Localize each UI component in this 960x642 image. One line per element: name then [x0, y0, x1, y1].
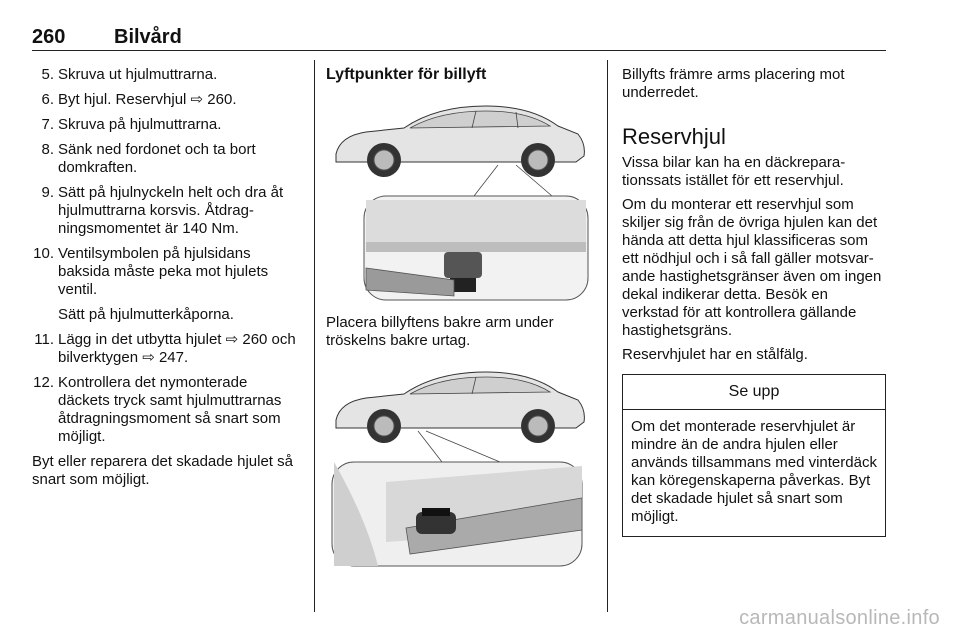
step-number: 8.: [41, 141, 54, 158]
list-item: [32, 331, 302, 367]
step-number: 12.: [33, 374, 54, 391]
column-3: [622, 66, 888, 537]
list-item: [32, 184, 302, 238]
caution-body: Om det monterade reservhjulet är mindre än de andra hjulen eller används tillsammans med vinterdäck kan köregenskaperna påverkas. Byt det skadade hjulet så snart som möjligt.: [631, 418, 877, 525]
column-1: [32, 66, 302, 495]
step-number: 6.: [41, 91, 54, 108]
front-lift-caption: Billyfts främre arms placering mot underredet.: [622, 66, 845, 101]
step-number: 7.: [41, 116, 54, 133]
list-item: [32, 374, 302, 446]
step-text: Sänk ned fordonet och ta bort domkraften.: [58, 141, 256, 176]
step-subtext: Sätt på hjulmutterkåporna.: [58, 306, 234, 323]
spare-wheel-paragraph-3: Reservhjulet har en stålfälg.: [622, 346, 808, 363]
caution-box: [622, 374, 886, 537]
header-rule: [32, 50, 886, 51]
list-item: [32, 66, 302, 84]
column-2: [326, 66, 594, 580]
step-text: Skruva ut hjulmuttrarna.: [58, 66, 218, 83]
list-item: [32, 245, 302, 324]
car-lift-rear-svg: [326, 92, 590, 302]
step-text: Skruva på hjulmuttrarna.: [58, 116, 222, 133]
spare-wheel-paragraph-1: Vissa bilar kan ha en däckreparationssats istället för ett reservhjul.: [622, 154, 846, 189]
step-text[interactable]: Lägg in det utbytta hjulet ⇨ 260 och bilverktygen ⇨ 247.: [58, 331, 296, 366]
lift-points-heading: Lyftpunkter för billyft: [326, 66, 487, 83]
spare-wheel-heading: Reservhjul: [622, 124, 726, 149]
list-item: [32, 116, 302, 134]
closing-paragraph: Byt eller reparera det skadade hjulet så snart som möjligt.: [32, 453, 293, 488]
caution-title: Se upp: [623, 375, 885, 410]
step-text: Sätt på hjulnyckeln helt och dra åt hjulmuttrarna korsvis. Åtdragningsmomentet är 140 Nm.: [58, 184, 284, 237]
step-number: 5.: [41, 66, 54, 83]
rear-lift-caption: Placera billyftens bakre arm under tröskelns bakre urtag.: [326, 314, 554, 349]
rear-lift-point-illustration: [326, 92, 590, 302]
step-number: 11.: [34, 331, 54, 348]
step-text[interactable]: Byt hjul. Reservhjul ⇨ 260.: [58, 91, 237, 108]
list-item: [32, 91, 302, 109]
car-lift-front-svg: [326, 358, 590, 568]
step-text: Kontrollera det nymonterade däckets tryck samt hjulmuttrarnas åtdragningsmoment så snart som möjligt.: [58, 374, 282, 445]
page-number: 260: [32, 26, 66, 48]
column-divider-1: [314, 60, 315, 612]
step-number: 10.: [33, 245, 54, 262]
page-header: [32, 26, 886, 56]
column-divider-2: [607, 60, 608, 612]
step-text: Ventilsymbolen på hjulsidans baksida måste peka mot hjulets ventil.: [58, 245, 269, 298]
front-lift-point-illustration: [326, 358, 590, 568]
section-title: Bilvård: [114, 26, 182, 48]
list-item: [32, 141, 302, 177]
spare-wheel-paragraph-2: Om du monterar ett reservhjul som skiljer sig från de övriga hjulen kan det hända att detta hjul klassificeras som ett nödhjul och i så fall gäller motsvarande hastighetsgränser även om ingen dekal indikerar detta. Besök en verkstad för att kontrollera gällande hastighetsgräns.: [622, 196, 882, 339]
step-number: 9.: [41, 184, 54, 201]
watermark: carmanualsonline.info: [739, 607, 940, 629]
step-list: [32, 66, 302, 446]
